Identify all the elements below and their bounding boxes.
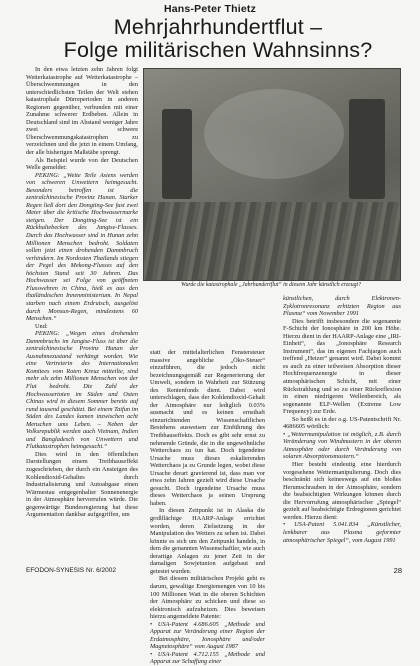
text-column-3 [283,295,401,544]
quote-paragraph: PEKING: „Wegen eines drohenden Dammbruchs im Jangtse-Fluss ist über die zentralchinesische Provinz Hunan der Ausnahmezustand verhängt worden. Wie eine Vertreterin des Internationalen Komitees vom Roten Kreuz mitteilte, sind mehr als zehn Millionen Menschen von der Flut bedroht. Die Zahl der Hochwassertoten im Süden und Osten Chinas wird in diesem Sommer bereits auf rund tausend geschätzt. Bei einem Taifun im Süden des Landes kamen inzwischen acht Menschen ums Leben. – Neben der Volksrepublik werden auch Vietnam, Indien und Bangladesch von Unwettern und Flutkatastrophen heimgesucht.“ [26,330,138,451]
patent-item: • USA-Patent 4.712.155 „Methode und Apparat zur Schaffung einer [150,650,265,666]
paragraph: In den etwa letzten zehn Jahren folgt Wetterkatastrophe auf Wetterkatastrophe – Überschwemmungen in den unterschiedlichsten Teilen der Welt stehen katastrophale Dürreperioden in anderen Regionen gegenüber, verbunden mit einer Zunahme schwerer Erdbeben. Allein in Deutschland sind im Abstand weniger Jahre zwei schwere Überschwemmungskatastrophen zu verzeichnen und die jetzt in einem Umfang, der alle bisherigen Maßstäbe sprengt. [26,66,138,157]
paragraph: statt der mittelalterlichen Fenstersteuer massive angebliche „Öko-Steuer“ einzuführen, die jedoch nicht bezeichnungsgemäß zur Regenerierung der Umwelt, sondern in Wahrheit zur Stützung des Rentenfonds dient. Dabei wird unterschlagen, dass der Kohlendioxid-Gehalt der Atmosphäre nur lediglich 0.03% ausmacht und es keinen ernsthaft einzurichtenden Wissenschaftlichen Bestehens ausweisen zur Einführung des Treibhauseffekts. Doch es gibt sehr ernst zu nehmende Gründe, die in die ungewöhnliche Wetterchaos zu tun hat. Doch irgendeine Ursache muss dieses eskalierenden Wetterchaos ja zu Grunde legen, wobei diese Ursache derart gravierend ist, dass man vor etwa zehn Jahren gezielt wird diese Ursache gesucht. Doch irgendeine Ursache muss dieses Wetterchaos ja seinen Ursprung haben. [150,349,265,507]
paragraph: Dies wird in den öffentlichen Darstellungen einem Treibhauseffekt zugeschrieben, der durch ein Ansteigen des Kohlendioxid-Gehaltes durch Industrialisierung und Autoabgase einen Wärmestau entgegenhalter Sonnenenergie in der Atmosphäre hervorrufen würde. Die gegenwärtige Bundesregierung hat diese Argumentation dankbar aufgegriffen, um [26,450,138,519]
paragraph: So heißt es in der o.g. US-Patentschrift Nr. 4686605 wörtlich: [283,415,401,431]
quote-item: • „Wettermanipulation ist möglich, z.B. durch Veränderung von Windmustern in der oberen Atmosphäre oder durch Veränderung von solaren Absorptionsmustern.“ [283,430,401,461]
publication-info: EFODON-SYNESIS Nr. 6/2002 [26,567,116,574]
author-name: Hans-Peter Thietz [163,3,257,15]
article-title [30,16,406,62]
paragraph: Als Beispiel wurde von der Deutschen Welle gemeldet: [26,156,138,172]
paragraph: In diesen Zeitpunkt ist in Alaska die großflächige HAARP-Anlage errichtet worden, deren Zielsetzung in der Manipulation des Wetters zu sehen ist. Dabei könnte es sich um den Zeitpunkt handeln, in dem die genannten Wissenschaftler, wie auch derartige Anlagen zu jener Zeit in der damaligen Sowjetunion aufgebaut und getestet wurden. [150,507,265,575]
paragraph: Dies betrifft insbesondere die sogenannte F-Schicht der Ionosphäre in 200 km Höhe. Hierzu dient in der HAARP-Anlage eine „IRI-Einheit“, das „Ionosphäre Research Instrument“, das im eigenen Fachjargon auch treffend „Heizer“ genannt wird. Dabei kommt es auch zu einer teilweisen Absorption dieser Hochfrequenzenergie in dieser atmosphärischen Schicht, mit einer Rückstrahlung und so zu einer Rückreflexion in einen niedrigeren Wellenbereich, als sogenannte ELF-Wellen (Extreme Low Frequency) zur Erde. [283,317,401,416]
paragraph: Bei diesem militärischen Projekt geht es darum, gewaltige Energiemengen von 10 bis 100 Millionen Watt in die oberen Schichten der Atmosphäre zu schicken und diese so elektronisch aufzuheizen. Dies beweisen hierzu angemeldete Patente: [150,575,265,621]
patent-item: • USA-Patent 5.041.834 „Künstlicher, lenkbarer aus Plasma geformter atmosphärischer Spiegel“, vom August 1991 [283,521,401,544]
flood-photo [143,68,401,281]
paragraph: Und: [35,322,48,330]
title-line-1: Mehrjahrhundertflut – [113,15,323,39]
patent-item: künstlichen, durch Elektronen-Zyklotronresonanz erhitzten Region aus Plasma“ vom November 1991 [283,295,401,318]
text-column-1 [26,66,138,519]
title-line-2: Folge militärischen Wahnsinns? [63,38,373,62]
paragraph: Hier besteht eindeutig eine hierdurch vorgesehene Wettermanipulierung. Doch dies beschränkt sich keineswegs auf ein bloßes Herumschrauben in der Atmosphäre, sondern die beabsichtigten Wirkungen können durch die Hervorrufung atmosphärischer „Spiegel“ gezielt auf beabsichtigte Erdregionen gerichtet werden. Hierzu dient: [283,461,401,521]
page-number: 28 [393,566,402,575]
quote-paragraph: PEKING: „Weite Teile Asiens werden von schweren Unwettern heimgesucht. Besonders betroffen ist die zentralchinesische Provinz Hunan. Starker Regen ließ dort den Dongting-See fast zwei Meter über die kritische Hochwassermarke steigen. Der Dongting-See ist ein Rückhaltebecken des Jangtse-Flusses. Durch das Hochwasser sind in Hunan zehn Millionen Menschen bedroht. Soldaten sollen jetzt einen drohenden Dammbruch verhindern. Im Nordosten Thailands stiegen der Pegel des Mekong-Flusses auf den höchsten Stand seit 30 Jahren. Das Hochwasser sei Folge von geöffneten Flusswehren in China, hieß es aus den thailändischen Innenministerium. In Nepal starben nach einem Erdrutsch, ausgelöst durch Monsun-Regen, mindestens 60 Menschen.“ [26,171,138,323]
text-column-2 [150,349,265,666]
patent-item: • USA-Patent 4.686.605 „Methode und Apparat zur Veränderung einer Region der Erdatmosphäre, Ionosphäre und/oder Magnetosphäre“ vom August 1987 [150,620,265,651]
photo-caption: Wurde die katastrophale „Jahrhundertflut“ in diesem Jahr künstlich erzeugt? [180,282,362,288]
